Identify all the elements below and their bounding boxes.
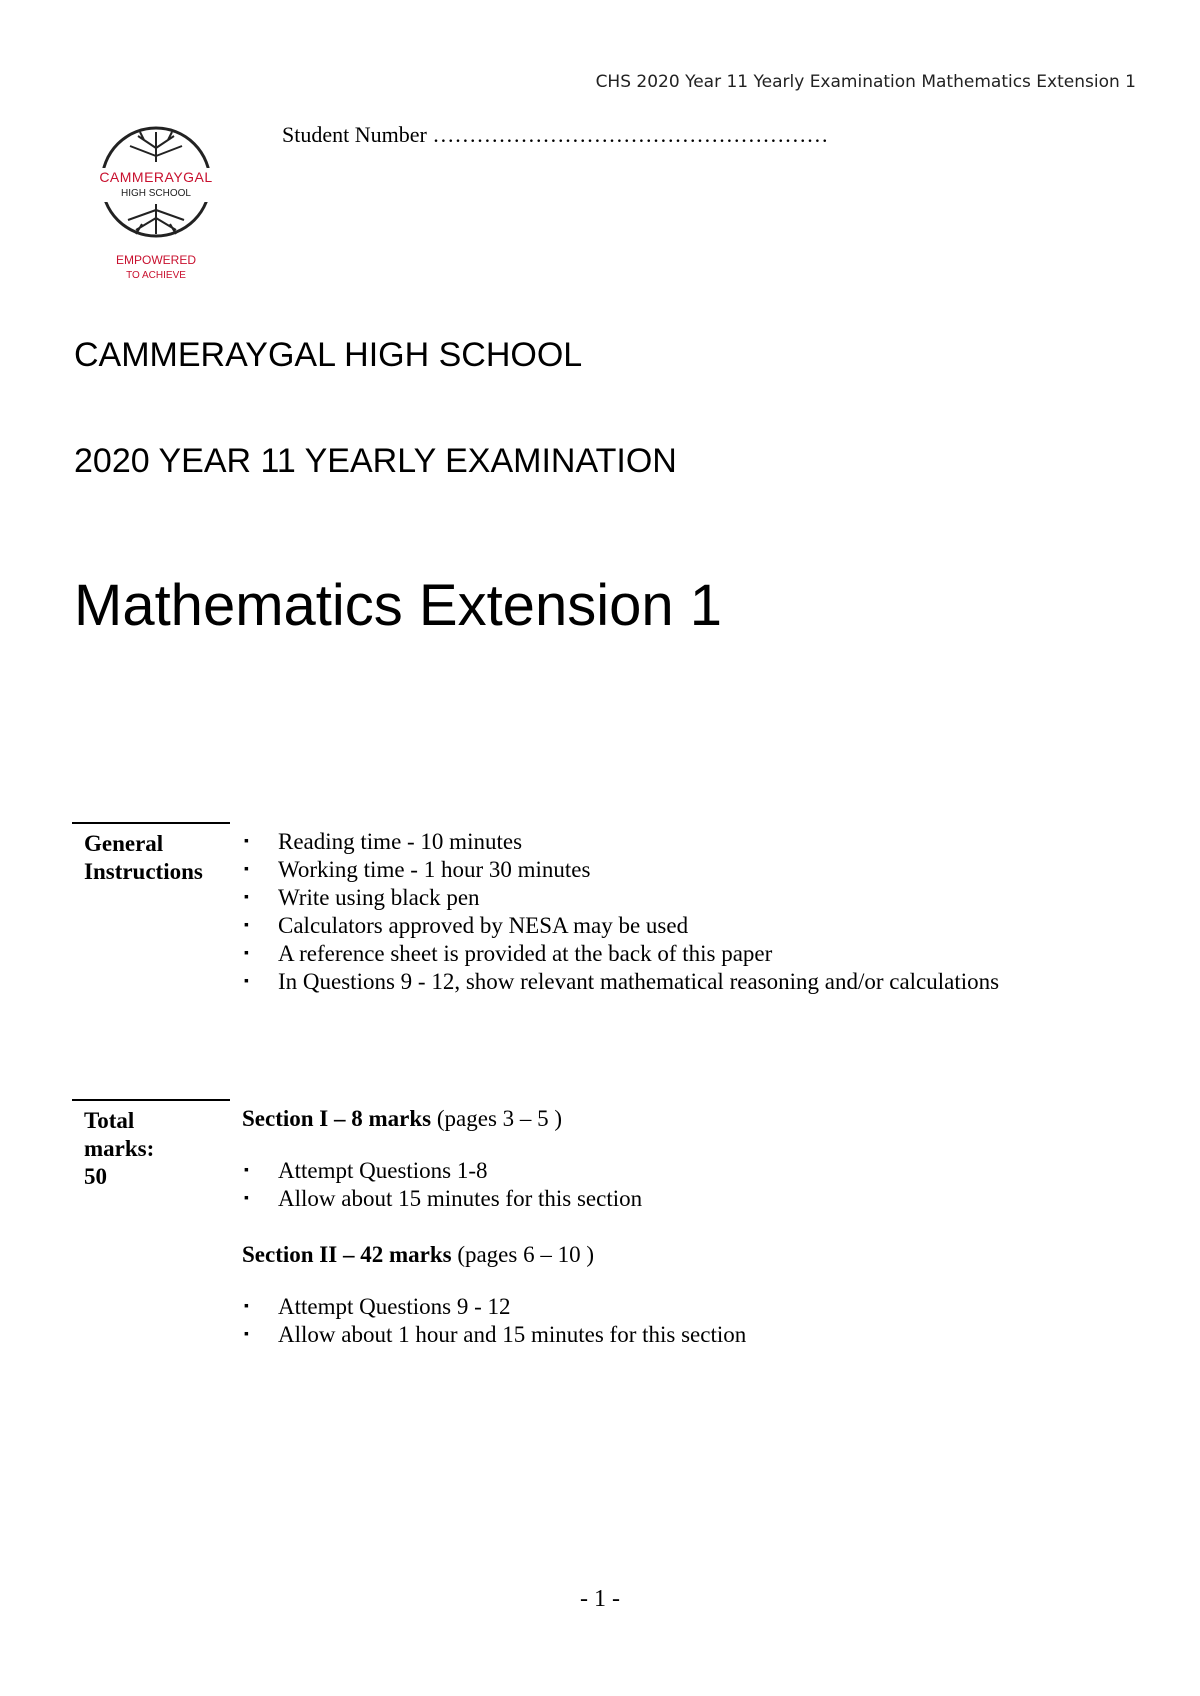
- total-marks-label-line1: Total: [84, 1108, 135, 1133]
- list-item: ▪ Allow about 15 minutes for this section: [242, 1185, 1062, 1213]
- logo-roots-icon: [128, 204, 184, 234]
- logo-name-line1: CAMMERAYGAL: [99, 169, 213, 185]
- general-instructions-label-line2: Instructions: [84, 859, 203, 884]
- list-item: ▪ Working time - 1 hour 30 minutes: [242, 856, 1062, 884]
- general-instructions-list: [242, 828, 1062, 996]
- list-item: ▪ In Questions 9 - 12, show relevant mathematical reasoning and/or calculations: [242, 968, 1062, 996]
- general-instructions-label-line1: General: [84, 831, 164, 856]
- section-2-heading-bold: Section II – 42 marks: [242, 1242, 452, 1267]
- logo-tree-icon: [130, 132, 182, 162]
- total-marks-label-line2: marks:: [84, 1136, 155, 1161]
- section-2-heading-pages: (pages 6 – 10 ): [451, 1242, 594, 1267]
- school-name: CAMMERAYGAL HIGH SCHOOL: [74, 336, 583, 374]
- list-item: ▪ A reference sheet is provided at the back of this paper: [242, 940, 1062, 968]
- section-2-heading: [242, 1241, 1062, 1269]
- general-instructions-list-container: [242, 828, 1062, 996]
- logo-name-line2: HIGH SCHOOL: [120, 188, 192, 199]
- list-item: ▪ Allow about 1 hour and 15 minutes for this section: [242, 1321, 1062, 1349]
- list-item: ▪ Attempt Questions 9 - 12: [242, 1293, 1062, 1321]
- running-header: CHS 2020 Year 11 Yearly Examination Mathematics Extension 1: [595, 72, 1136, 92]
- list-item: ▪ Reading time - 10 minutes: [242, 828, 1062, 856]
- general-instructions-label: [72, 822, 230, 886]
- list-item: ▪ Calculators approved by NESA may be used: [242, 912, 1062, 940]
- section-1-heading-bold: Section I – 8 marks: [242, 1106, 432, 1131]
- total-marks-value: 50: [84, 1164, 107, 1189]
- exam-title: 2020 YEAR 11 YEARLY EXAMINATION: [74, 442, 677, 480]
- section-2-list: [242, 1293, 1062, 1349]
- total-marks-label: [72, 1099, 230, 1191]
- list-item: ▪ Attempt Questions 1-8: [242, 1157, 1062, 1185]
- sections-container: [242, 1105, 1062, 1349]
- page-number: - 1 -: [580, 1586, 620, 1612]
- section-1-heading-pages: (pages 3 – 5 ): [431, 1106, 563, 1131]
- list-item: ▪ Write using black pen: [242, 884, 1062, 912]
- subject-title: Mathematics Extension 1: [74, 573, 722, 638]
- student-number-field: Student Number ………………………………………………: [282, 122, 829, 147]
- school-logo: [90, 118, 226, 288]
- section-1-list: [242, 1157, 1062, 1213]
- logo-tagline-line1: EMPOWERED: [115, 253, 197, 267]
- logo-tagline-line2: TO ACHIEVE: [126, 270, 186, 281]
- section-1-heading: [242, 1105, 1062, 1133]
